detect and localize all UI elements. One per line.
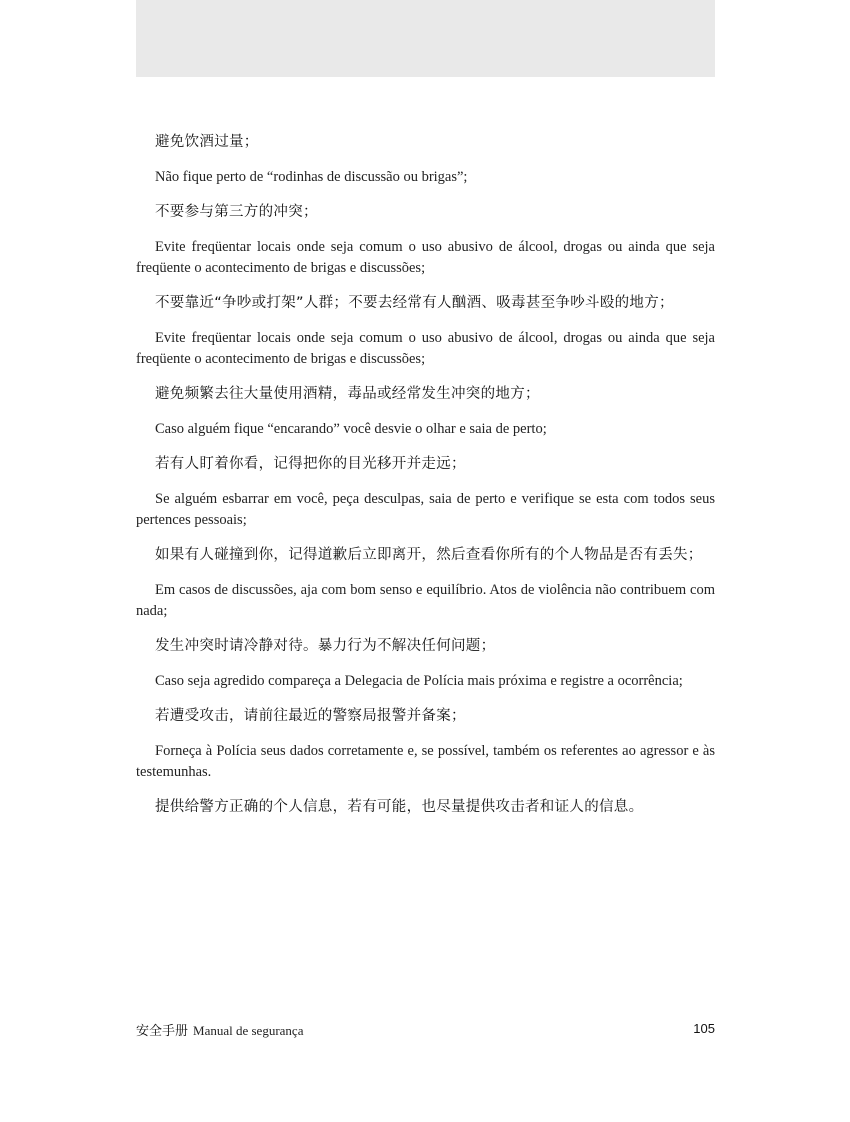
paragraph-zh: 提供给警方正确的个人信息，若有可能，也尽量提供攻击者和证人的信息。 [155, 799, 644, 815]
paragraph-pt: Caso alguém fique “encarando” você desvie o olhar e saia de perto; [155, 421, 547, 437]
page-footer [136, 1020, 715, 1042]
paragraph-zh: 避免频繁去往大量使用酒精，毒品或经常发生冲突的地方； [155, 386, 540, 402]
running-title-zh: 安全手册 [136, 1024, 189, 1039]
paragraph-pt: Evite freqüentar locais onde seja comum o uso abusivo de álcool, drogas ou ainda que seja freqüente o acontecimento de brigas e discussões; [136, 239, 715, 276]
paragraph-zh: 若遭受攻击，请前往最近的警察局报警并备案； [155, 708, 466, 724]
paragraph-pt: Se alguém esbarrar em você, peça desculpas, saia de perto e verifique se esta com todos seus pertences pessoais; [136, 491, 715, 528]
paragraph-zh: 发生冲突时请冷静对待。暴力行为不解决任何问题； [155, 638, 496, 654]
paragraph-zh: 若有人盯着你看，记得把你的目光移开并走远； [155, 456, 466, 472]
paragraph-pt: Não fique perto de “rodinhas de discussão ou brigas”; [155, 169, 468, 185]
paragraph-zh: 不要靠近“争吵或打架”人群；不要去经常有人酗酒、吸毒甚至争吵斗殴的地方； [155, 295, 674, 311]
page-number: 105 [693, 1021, 715, 1036]
paragraph-zh: 如果有人碰撞到你，记得道歉后立即离开，然后查看你所有的个人物品是否有丢失； [155, 547, 703, 563]
running-title-pt: Manual de segurança [193, 1023, 304, 1038]
header-band [136, 0, 715, 77]
running-title [136, 1020, 303, 1039]
paragraph-pt: Evite freqüentar locais onde seja comum o uso abusivo de álcool, drogas ou ainda que seja freqüente o acontecimento de brigas e discussões; [136, 330, 715, 367]
page-body [136, 132, 715, 832]
paragraph-pt: Caso seja agredido compareça a Delegacia de Polícia mais próxima e registre a ocorrência; [155, 673, 683, 689]
paragraph-zh: 不要参与第三方的冲突； [155, 204, 318, 220]
paragraph-pt: Em casos de discussões, aja com bom senso e equilíbrio. Atos de violência não contribuem com nada; [136, 582, 715, 619]
paragraph-zh: 避免饮酒过量； [155, 134, 259, 150]
paragraph-pt: Forneça à Polícia seus dados corretamente e, se possível, também os referentes ao agressor e às testemunhas. [136, 743, 715, 780]
